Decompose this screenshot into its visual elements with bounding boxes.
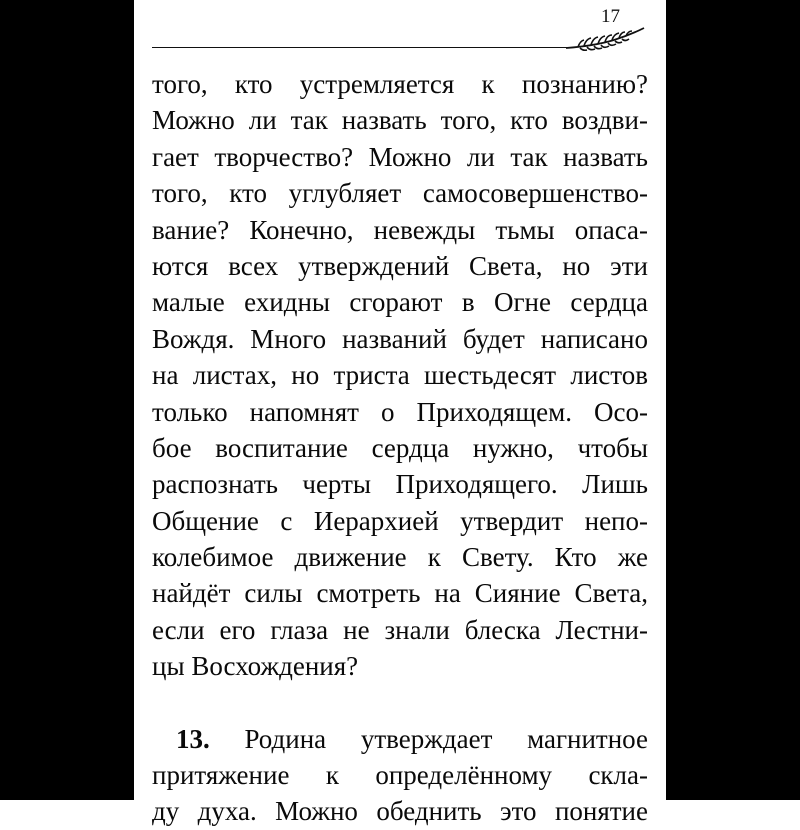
text-line: ются всех утверждений Света, но эти bbox=[152, 250, 648, 281]
text-line: колебимое движение к Свету. Кто же bbox=[152, 542, 648, 573]
text-line: распознать черты Приходящего. Лишь bbox=[152, 469, 648, 500]
book-page bbox=[134, 0, 666, 827]
text-line: того, кто устремляется к познанию? bbox=[152, 69, 648, 99]
text-line: вание? Конечно, невежды тьмы опаса- bbox=[152, 214, 648, 245]
body-text bbox=[152, 66, 648, 830]
text-line: Вождя. Много названий будет написано bbox=[152, 323, 648, 354]
paragraph-13-first-line bbox=[152, 721, 648, 757]
paragraph-number: 13. bbox=[176, 723, 210, 754]
text-line: ду духа. Можно обеднить это понятие bbox=[152, 796, 648, 827]
page-number: 17 bbox=[601, 6, 620, 27]
text-line: только напомнят о Приходящем. Осо- bbox=[152, 396, 648, 427]
header-rule bbox=[152, 47, 572, 48]
text-line: притяжение к определённому скла- bbox=[152, 760, 648, 791]
text-line: того, кто углубляет самосовершенство- bbox=[152, 178, 648, 209]
text-line: на листах, но триста шестьдесят листов bbox=[152, 360, 648, 391]
text-line: Общение с Иерархией утвердит непо- bbox=[152, 505, 648, 536]
text-line: если его глаза не знали блеска Лестни- bbox=[152, 614, 648, 645]
text-line: бое воспитание сердца нужно, чтобы bbox=[152, 432, 648, 463]
scan-border-left bbox=[0, 0, 134, 800]
paragraph-gap bbox=[152, 685, 648, 721]
text-line: гает творчество? Можно ли так назвать bbox=[152, 141, 648, 172]
fern-branch-ornament-icon bbox=[564, 26, 648, 52]
text-line: малые ехидны сгорают в Огне сердца bbox=[152, 287, 648, 318]
scan-border-right bbox=[666, 0, 800, 800]
text-line: Можно ли так назвать того, кто воздви- bbox=[152, 105, 648, 136]
text-line: цы Восхождения? bbox=[152, 651, 359, 682]
text-fragment: Родина утверждает магнитное bbox=[209, 723, 648, 754]
text-line: найдёт силы смотреть на Сияние Света, bbox=[152, 578, 648, 609]
